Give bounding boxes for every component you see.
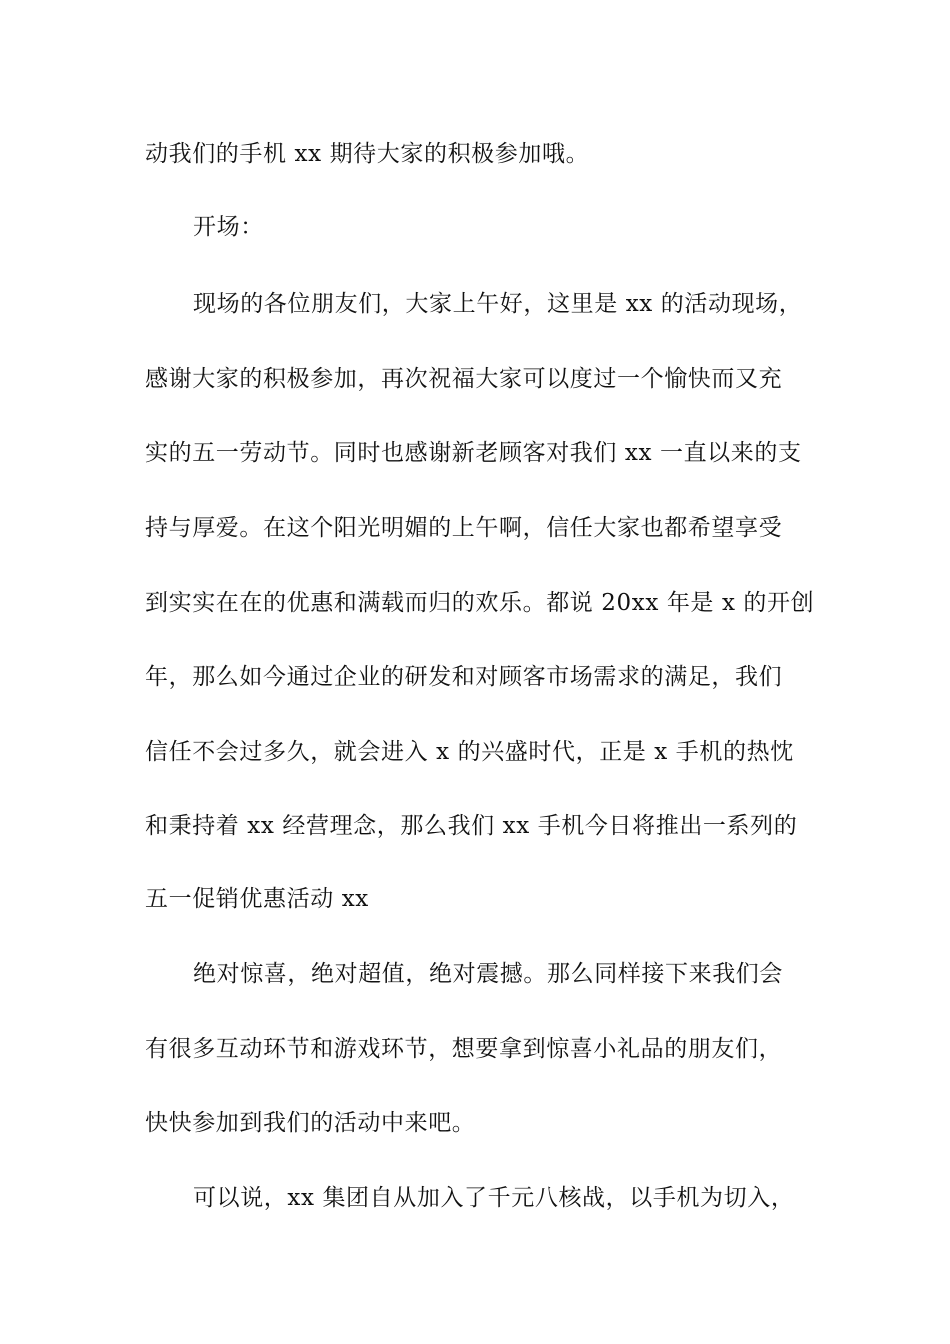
text-line: 快快参加到我们的活动中来吧。 bbox=[145, 1110, 476, 1136]
text-line: 感谢大家的积极参加，再次祝福大家可以度过一个愉快而又充 bbox=[145, 366, 783, 392]
section-heading: 开场： bbox=[193, 214, 264, 240]
text-line: 五一促销优惠活动 xx bbox=[145, 886, 369, 912]
text-line: 信任不会过多久，就会进入 x 的兴盛时代，正是 x 手机的热忱 bbox=[145, 739, 794, 765]
text-line: 持与厚爱。在这个阳光明媚的上午啊，信任大家也都希望享受 bbox=[145, 515, 783, 541]
text-line: 年，那么如今通过企业的研发和对顾客市场需求的满足，我们 bbox=[145, 664, 783, 690]
text-line: 绝对惊喜，绝对超值，绝对震撼。那么同样接下来我们会 bbox=[193, 961, 783, 987]
text-line: 现场的各位朋友们，大家上午好，这里是 xx 的活动现场， bbox=[193, 291, 803, 317]
text-line: 到实实在在的优惠和满载而归的欢乐。都说 20xx 年是 x 的开创 bbox=[145, 590, 815, 616]
text-line: 动我们的手机 xx 期待大家的积极参加哦。 bbox=[145, 141, 590, 167]
text-line: 和秉持着 xx 经营理念，那么我们 xx 手机今日将推出一系列的 bbox=[145, 813, 798, 839]
text-line: 有很多互动环节和游戏环节，想要拿到惊喜小礼品的朋友们， bbox=[145, 1036, 783, 1062]
text-line: 可以说，xx 集团自从加入了千元八核战，以手机为切入， bbox=[193, 1185, 795, 1211]
text-line: 实的五一劳动节。同时也感谢新老顾客对我们 xx 一直以来的支 bbox=[145, 440, 802, 466]
